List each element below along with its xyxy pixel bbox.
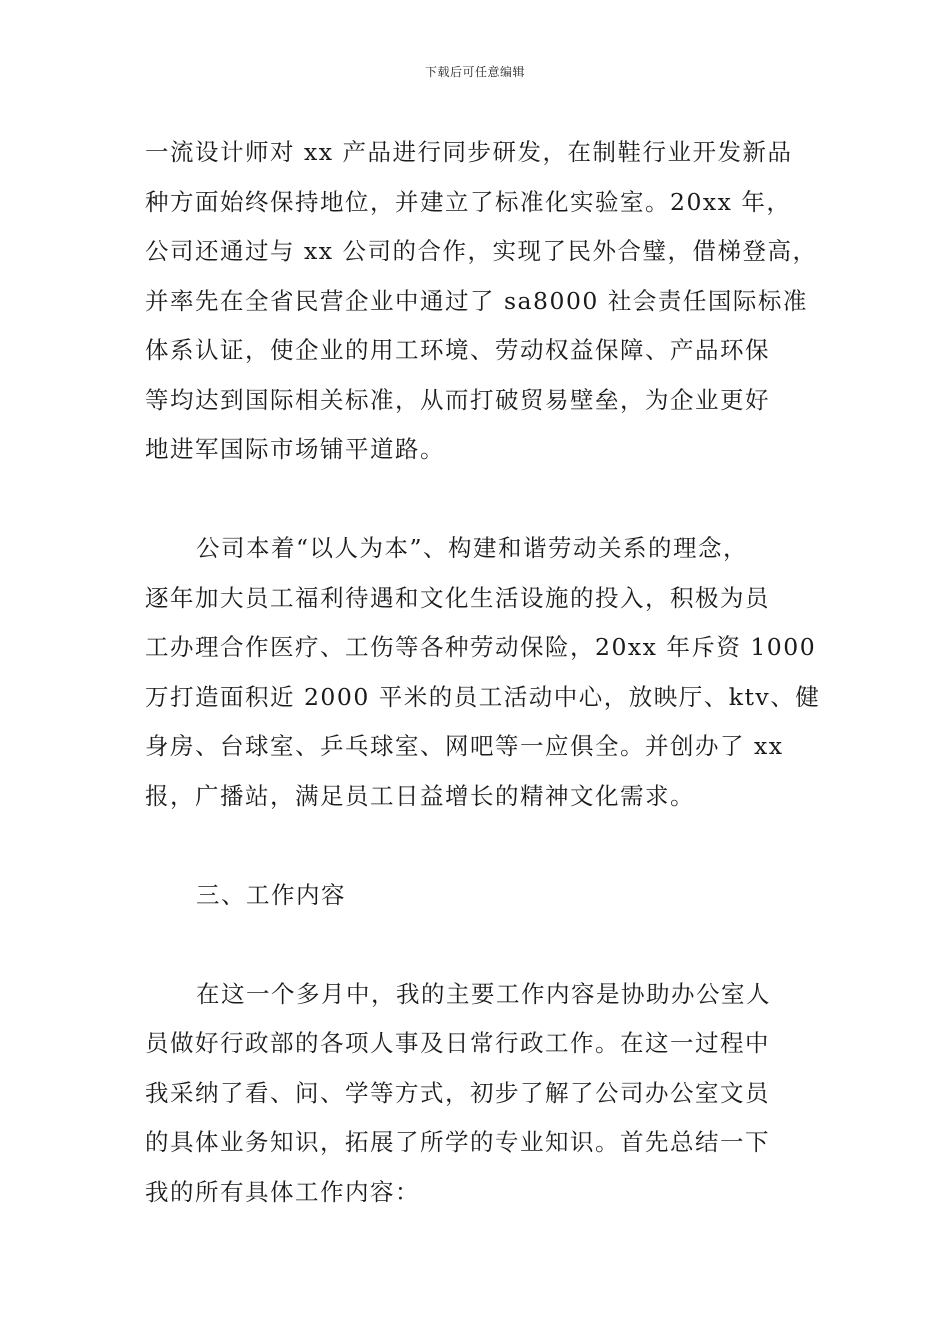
- text-line: 的具体业务知识，拓展了所学的专业知识。首先总结一下: [145, 1128, 770, 1156]
- section-heading-text: 三、工作内容: [196, 880, 346, 909]
- text-line: 公司还通过与 xx 公司的合作，实现了民外合璧，借梯登高，: [145, 237, 818, 265]
- text-line: 等均达到国际相关标准，从而打破贸易壁垒，为企业更好: [145, 385, 770, 414]
- text-line: 地进军国际市场铺平道路。: [145, 435, 445, 463]
- text-line: 公司本着“以人为本”、构建和谐劳动关系的理念，: [196, 534, 749, 562]
- text-line: 在这一个多月中，我的主要工作内容是协助办公室人: [196, 979, 771, 1008]
- text-line: 体系认证，使企业的用工环境、劳动权益保障、产品环保: [145, 336, 770, 364]
- paragraph-company-development: [145, 128, 825, 475]
- document-body: [145, 128, 825, 1217]
- text-line: 报，广播站，满足员工日益增长的精神文化需求。: [145, 781, 695, 810]
- text-line: 我的所有具体工作内容：: [145, 1177, 420, 1206]
- text-line: 工办理合作医疗、工伤等各种劳动保险，20xx 年斥资 1000: [145, 633, 817, 661]
- paragraph-employee-welfare: [145, 524, 825, 821]
- page-header-note: 下载后可任意编辑: [424, 65, 525, 79]
- text-line: 我采纳了看、问、学等方式，初步了解了公司办公室文员: [145, 1078, 770, 1107]
- text-line: 逐年加大员工福利待遇和文化生活设施的投入，积极为员: [145, 583, 770, 612]
- text-line: 并率先在全省民营企业中通过了 sa8000 社会责任国际标准: [145, 286, 808, 315]
- text-line: 身房、台球室、乒乓球室、网吧等一应俱全。并创办了 xx: [145, 732, 784, 760]
- text-line: 员做好行政部的各项人事及日常行政工作。在这一过程中: [145, 1029, 770, 1057]
- text-line: 种方面始终保持地位，并建立了标准化实验室。20xx 年，: [145, 187, 792, 216]
- paragraph-work-summary: [145, 970, 825, 1218]
- section-heading-work-content: [145, 871, 825, 921]
- text-line: 一流设计师对 xx 产品进行同步研发，在制鞋行业开发新品: [145, 138, 793, 166]
- text-line: 万打造面积近 2000 平米的员工活动中心，放映厅、ktv、健: [145, 682, 821, 711]
